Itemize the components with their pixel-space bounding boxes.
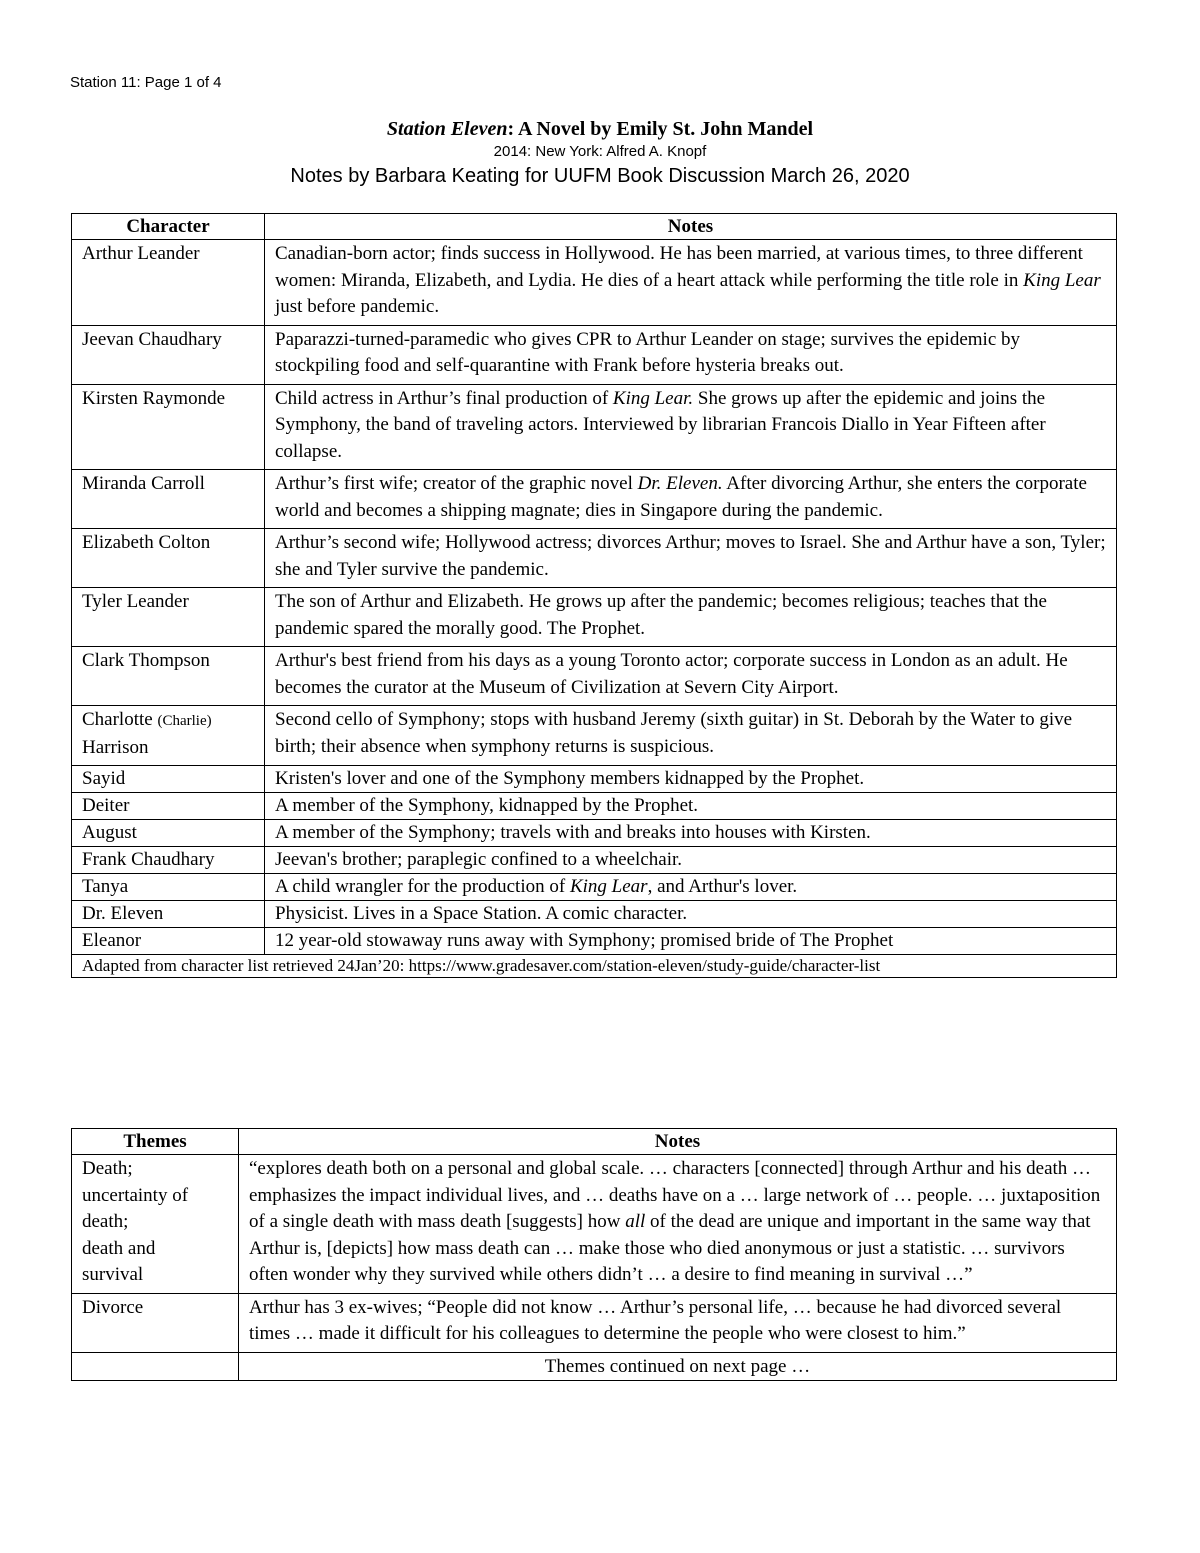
character-name: Frank Chaudhary (72, 847, 265, 874)
character-name: Dr. Eleven (72, 901, 265, 928)
characters-table (71, 213, 1117, 978)
table-row (72, 820, 1117, 847)
character-name: Sayid (72, 766, 265, 793)
character-name: Eleanor (72, 928, 265, 955)
table-row (72, 847, 1117, 874)
themes-column-header: Themes (72, 1129, 239, 1155)
table-row (72, 384, 1117, 470)
table-row (72, 793, 1117, 820)
character-notes: Kristen's lover and one of the Symphony members kidnapped by the Prophet. (265, 766, 1117, 793)
character-name: Jeevan Chaudhary (72, 325, 265, 384)
table-row (72, 901, 1117, 928)
character-notes: Jeevan's brother; paraplegic confined to a wheelchair. (265, 847, 1117, 874)
book-title: Station Eleven (386, 118, 508, 140)
table-row (72, 928, 1117, 955)
notes-column-header: Notes (265, 214, 1117, 240)
table-row (72, 325, 1117, 384)
publication-line: 2014: New York: Alfred A. Knopf (493, 143, 707, 160)
character-name: Elizabeth Colton (72, 529, 265, 588)
table-row (72, 874, 1117, 901)
character-name: Miranda Carroll (72, 470, 265, 529)
notes-by-line: Notes by Barbara Keating for UUFM Book Discussion March 26, 2020 (290, 165, 910, 187)
character-notes: A member of the Symphony; travels with and breaks into houses with Kirsten. (265, 820, 1117, 847)
table-row (72, 706, 1117, 766)
theme-notes: “explores death both on a personal and global scale. … characters [connected] through Arthur and his death … emphasizes the impact individual lives, and … deaths have on a … large network of … people. … juxtaposition of a single death with mass death [suggests] how all of the dead are unique and important in the same way that Arthur is, [depicts] how mass death can … make those who died anonymous or just a statistic. … survivors often wonder why they survived while others didn’t … a desire to find meaning in survival …” (239, 1155, 1117, 1294)
character-notes: The son of Arthur and Elizabeth. He grows up after the pandemic; becomes religious; teaches that the pandemic spared the morally good. The Prophet. (265, 588, 1117, 647)
character-name: Tyler Leander (72, 588, 265, 647)
themes-continued-row (72, 1352, 1117, 1381)
themes-notes-column-header: Notes (239, 1129, 1117, 1155)
character-name: Kirsten Raymonde (72, 384, 265, 470)
table-row (72, 647, 1117, 706)
themes-header-row (72, 1129, 1117, 1155)
theme-name: Divorce (72, 1293, 239, 1352)
table-row (72, 470, 1117, 529)
character-notes: Canadian-born actor; finds success in Hollywood. He has been married, at various times, to three different women: Miranda, Elizabeth, and Lydia. He dies of a heart attack while performing the title role in King Lear just before pandemic. (265, 240, 1117, 326)
character-column-header: Character (72, 214, 265, 240)
character-name: Arthur Leander (72, 240, 265, 326)
table-row (72, 766, 1117, 793)
empty-cell (72, 1352, 239, 1381)
page-header: Station 11: Page 1 of 4 (70, 74, 222, 91)
continued-note: Themes continued on next page … (239, 1352, 1117, 1381)
title-block (0, 116, 1200, 190)
character-name: Clark Thompson (72, 647, 265, 706)
table-row (72, 529, 1117, 588)
character-notes: Arthur's best friend from his days as a young Toronto actor; corporate success in London as an adult. He becomes the curator at the Museum of Civilization at Severn City Airport. (265, 647, 1117, 706)
table-row (72, 1155, 1117, 1294)
character-name: Deiter (72, 793, 265, 820)
characters-footer-row (72, 955, 1117, 978)
character-notes: Child actress in Arthur’s final production of King Lear. She grows up after the epidemic and joins the Symphony, the band of traveling actors. Interviewed by librarian Francois Diallo in Year Fifteen after collapse. (265, 384, 1117, 470)
character-name: August (72, 820, 265, 847)
character-notes: Physicist. Lives in a Space Station. A comic character. (265, 901, 1117, 928)
theme-name: Death; uncertainty of death; death and survival (72, 1155, 239, 1294)
doc-title (0, 116, 1200, 142)
themes-table (71, 1128, 1117, 1381)
character-notes: Arthur’s second wife; Hollywood actress; divorces Arthur; moves to Israel. She and Arthur have a son, Tyler; she and Tyler survive the pandemic. (265, 529, 1117, 588)
character-notes: Paparazzi-turned-paramedic who gives CPR to Arthur Leander on stage; survives the epidemic by stockpiling food and self-quarantine with Frank before hysteria breaks out. (265, 325, 1117, 384)
characters-header-row (72, 214, 1117, 240)
title-rest: : A Novel by Emily St. John Mandel (507, 118, 814, 140)
character-notes: A child wrangler for the production of King Lear, and Arthur's lover. (265, 874, 1117, 901)
character-name: Charlotte (Charlie) Harrison (72, 706, 265, 766)
character-notes: 12 year-old stowaway runs away with Symphony; promised bride of The Prophet (265, 928, 1117, 955)
table-row (72, 588, 1117, 647)
character-notes: Second cello of Symphony; stops with husband Jeremy (sixth guitar) in St. Deborah by the Water to give birth; their absence when symphony returns is suspicious. (265, 706, 1117, 766)
character-name: Tanya (72, 874, 265, 901)
source-citation: Adapted from character list retrieved 24Jan’20: https://www.gradesaver.com/station-eleven/study-guide/character-list (72, 955, 1117, 978)
character-notes: A member of the Symphony, kidnapped by the Prophet. (265, 793, 1117, 820)
character-notes: Arthur’s first wife; creator of the graphic novel Dr. Eleven. After divorcing Arthur, she enters the corporate world and becomes a shipping magnate; dies in Singapore during the pandemic. (265, 470, 1117, 529)
table-row (72, 240, 1117, 326)
table-row (72, 1293, 1117, 1352)
theme-notes: Arthur has 3 ex-wives; “People did not know … Arthur’s personal life, … because he had divorced several times … made it difficult for his colleagues to determine the people who were closest to him.” (239, 1293, 1117, 1352)
